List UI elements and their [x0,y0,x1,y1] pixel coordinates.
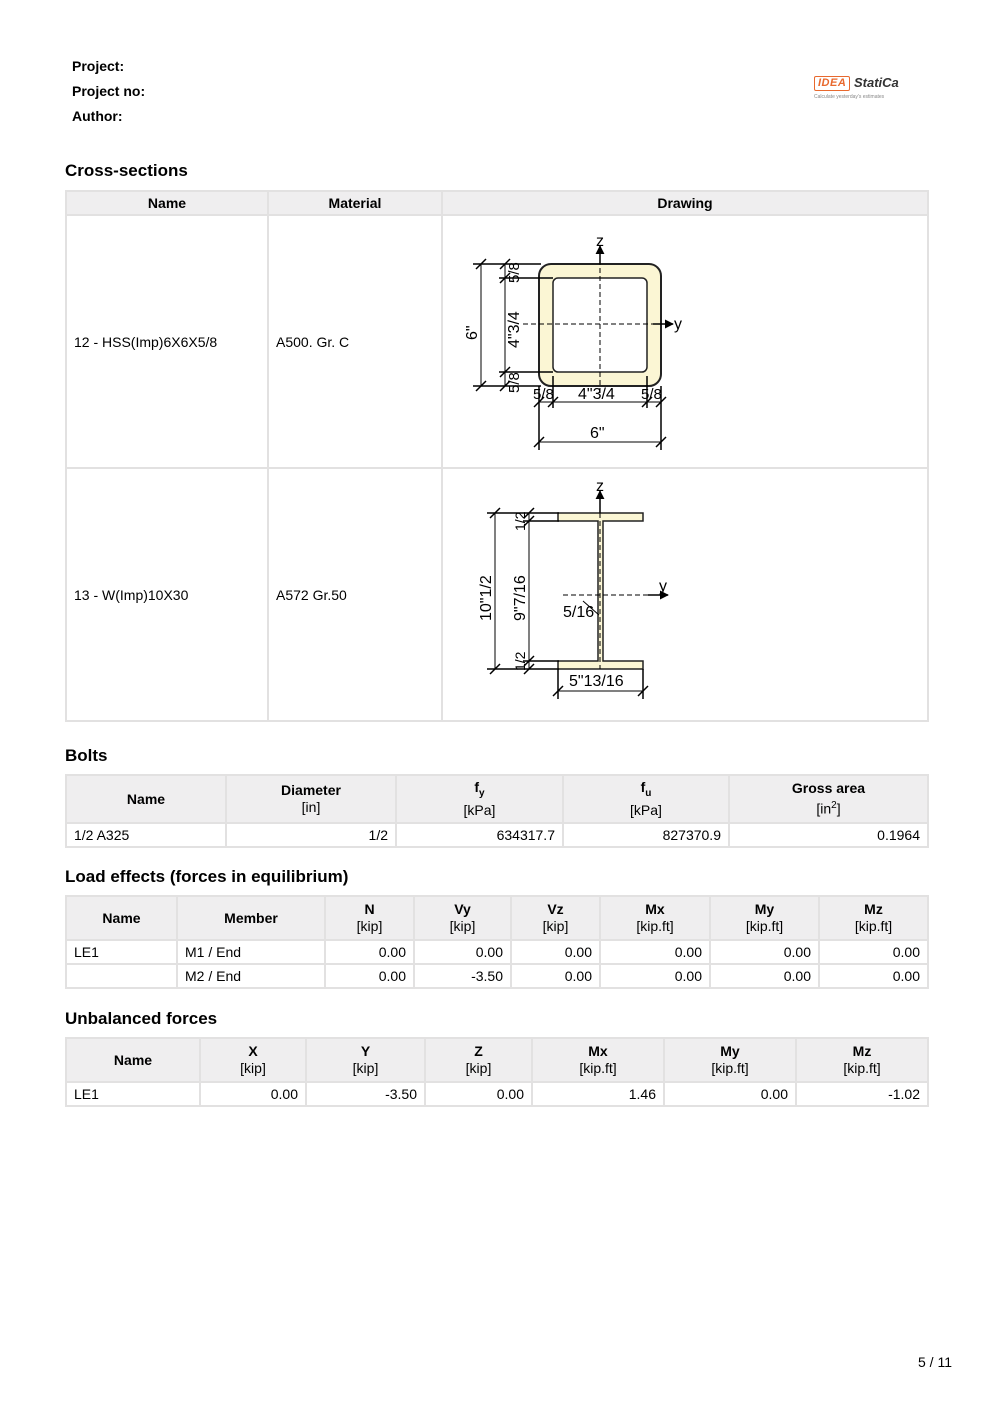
cell-name: 12 - HSS(Imp)6X6X5/8 [66,215,268,468]
cell-material: A572 Gr.50 [268,468,442,721]
col-header: Vy [kip] [414,896,511,940]
project-no-label: Project no: [72,83,146,99]
col-header: Mz [kip.ft] [819,896,928,940]
table-row [66,468,928,721]
cell: 0.00 [414,940,511,964]
cell-gross-area: 0.1964 [729,823,928,847]
col-header-fu: $f_u$ [kPa] [563,775,729,823]
cell: 0.00 [325,940,414,964]
dim-bottom-thickness: 5/8 [506,372,523,393]
cell: -1.02 [796,1082,928,1106]
col-header: Z [kip] [425,1038,532,1082]
col-header: Material [268,191,442,215]
dim-inner-width: 4"3/4 [578,386,615,403]
cell: LE1 [66,1082,200,1106]
col-header: My [kip.ft] [710,896,819,940]
page-number: 5 / 11 [918,1354,952,1370]
cell-name: 13 - W(Imp)10X30 [66,468,268,721]
cell-diameter: 1/2 [226,823,396,847]
cell: 0.00 [710,964,819,988]
col-header: Y [kip] [306,1038,425,1082]
load-effects-title: Load effects (forces in equilibrium) [65,867,349,886]
cell-fu: 827370.9 [563,823,729,847]
cell: M1 / End [177,940,325,964]
hss-section-drawing [463,216,763,467]
cell: 0.00 [600,964,710,988]
bolts-table [65,774,929,848]
table-row [66,215,928,468]
col-header-fy: $f_y$ [kPa] [396,775,563,823]
col-header: Name [66,191,268,215]
col-header-diameter: Diameter [in] [226,775,396,823]
cell: 0.00 [511,940,600,964]
table-row [66,823,928,847]
dim-total-height: 6" [464,325,481,340]
dim-total-width: 6" [590,425,605,442]
cell-material: A500. Gr. C [268,215,442,468]
col-header: Name [66,896,177,940]
col-header: Mx [kip.ft] [600,896,710,940]
table-row [66,964,928,988]
col-header: N [kip] [325,896,414,940]
table-header-row [66,1038,928,1082]
y-axis-label: y [674,316,682,333]
cell: LE1 [66,940,177,964]
col-header: Drawing [442,191,928,215]
cell: 0.00 [425,1082,532,1106]
cross-sections-title: Cross-sections [65,161,188,180]
col-header: Mx [kip.ft] [532,1038,664,1082]
y-axis-label: y [659,578,667,595]
cell: M2 / End [177,964,325,988]
project-meta [72,54,145,129]
cell: 1.46 [532,1082,664,1106]
dim-top-flange: 1/2 [512,511,528,531]
logo-brand: StatiCa [854,75,899,90]
table-header-row [66,896,928,940]
table-row [66,940,928,964]
dim-total-height: 10"1/2 [478,575,495,621]
dim-right-thickness: 5/8 [641,386,662,403]
col-header: Mz [kip.ft] [796,1038,928,1082]
cell-drawing [442,468,928,721]
dim-web-height: 9"7/16 [512,575,529,621]
dim-flange-width: 5"13/16 [569,673,624,690]
project-label: Project: [72,58,125,74]
load-effects-table [65,895,929,989]
z-axis-label: z [596,478,604,495]
col-header: Vz [kip] [511,896,600,940]
cell: 0.00 [819,964,928,988]
cell: 0.00 [819,940,928,964]
w-section-drawing [463,469,763,720]
col-header: X [kip] [200,1038,306,1082]
col-header-gross-area: Gross area $[in^2]$ [729,775,928,823]
col-header: My [kip.ft] [664,1038,796,1082]
cell-drawing [442,215,928,468]
col-header-name: Name [66,775,226,823]
logo-tagline: Calculate yesterday's estimates [814,94,885,100]
dim-left-thickness: 5/8 [533,386,554,403]
cell-name: 1/2 A325 [66,823,226,847]
dim-bottom-flange: 1/2 [512,651,528,671]
cell: 0.00 [600,940,710,964]
cell: 0.00 [200,1082,306,1106]
idea-statica-logo [814,74,924,104]
cell-fy: 634317.7 [396,823,563,847]
author-label: Author: [72,108,123,124]
cell: 0.00 [664,1082,796,1106]
dim-web-thickness: 5/16 [563,604,595,621]
cell: 0.00 [511,964,600,988]
cell: -3.50 [306,1082,425,1106]
col-header: Member [177,896,325,940]
cell [66,964,177,988]
unbalanced-table [65,1037,929,1107]
bolts-title: Bolts [65,746,108,765]
unbalanced-title: Unbalanced forces [65,1009,218,1028]
z-axis-label: z [596,233,604,250]
cell: 0.00 [325,964,414,988]
table-header-row [66,191,928,215]
table-row [66,1082,928,1106]
cell: 0.00 [710,940,819,964]
table-header-row [66,775,928,823]
cross-sections-table [65,190,929,722]
logo-mark: IDEA [814,76,850,91]
cell: -3.50 [414,964,511,988]
dim-inner-height: 4"3/4 [506,311,523,348]
col-header: Name [66,1038,200,1082]
dim-top-thickness: 5/8 [506,262,523,283]
